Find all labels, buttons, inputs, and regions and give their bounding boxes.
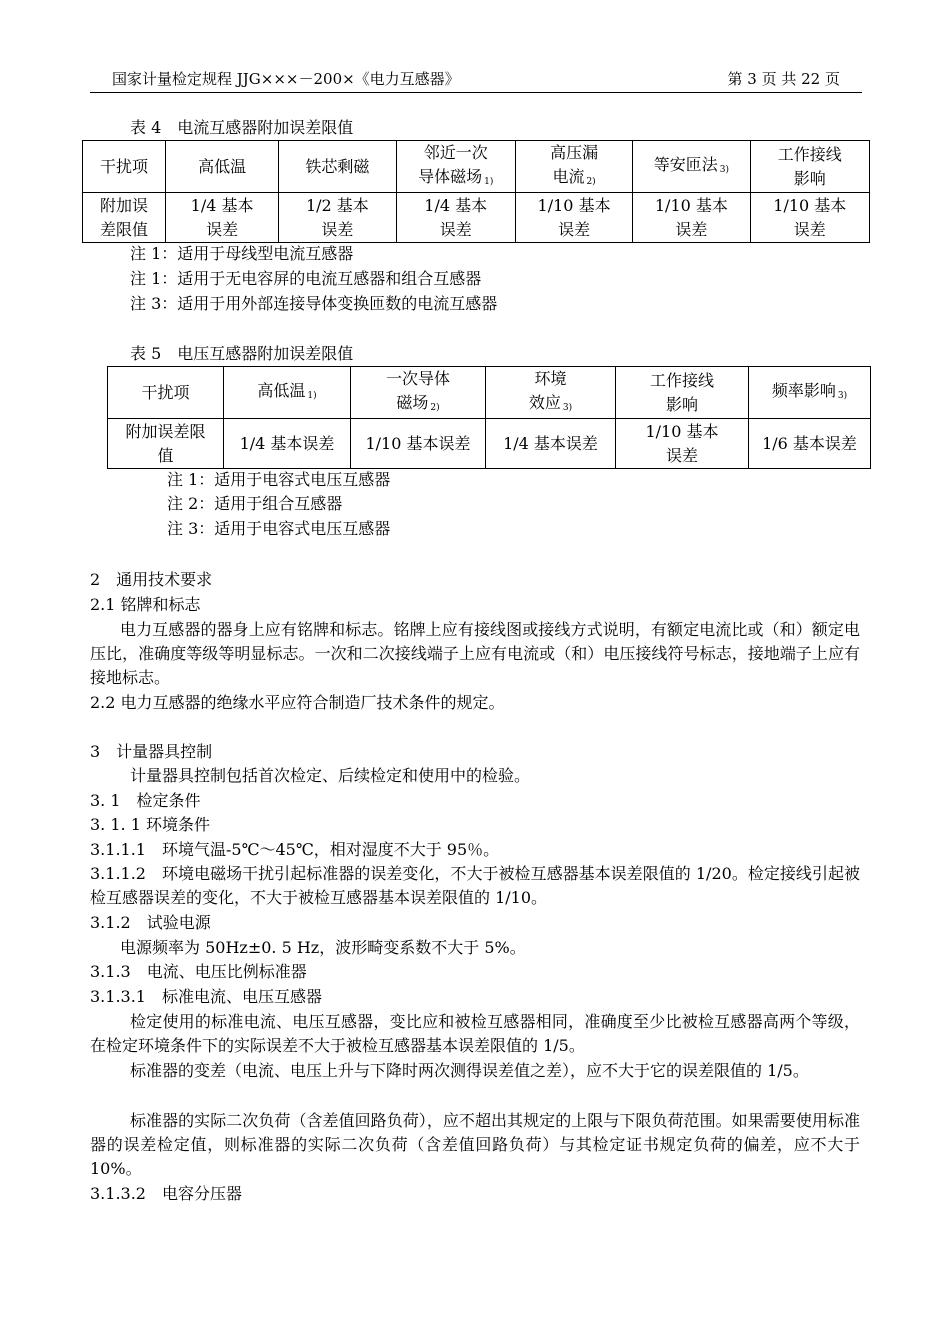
table4-value-cell-line: 1/10 基本: [537, 195, 611, 215]
table4-row-label: [83, 193, 166, 243]
table5-note-2: 注 2：适用于组合互感器: [167, 494, 343, 513]
table5-header-cell-line: 影响: [665, 394, 698, 414]
table5-header-cell-line: 效应: [528, 393, 561, 412]
table5-note-1: 注 1：适用于电容式电压互感器: [167, 470, 391, 489]
page-header: [90, 68, 862, 90]
table5-value-cell-line: 误差: [665, 445, 698, 465]
section-3-1-2-heading: 3.1.2 试验电源: [90, 913, 211, 932]
footnote-marker: 2): [586, 177, 596, 187]
table4-row-label-line: 附加误: [99, 195, 148, 215]
table5-value-cell: [616, 419, 749, 469]
section-3-text: 计量器具控制包括首次检定、后续检定和使用中的检验。: [130, 766, 531, 785]
table4-value-cell: [165, 193, 278, 243]
footnote-marker: 2): [430, 403, 440, 413]
table5-header-row: [108, 367, 871, 419]
table5-value-cell: [224, 419, 351, 469]
table4-header-cell-line: 干扰项: [99, 156, 148, 176]
footnote-marker: 3): [837, 391, 848, 401]
table5-caption: 表 5 电压互感器附加误差限值: [130, 344, 354, 363]
table4-header-cell-line: 邻近一次: [423, 143, 488, 162]
section-3-1-3-2-heading: 3.1.3.2 电容分压器: [90, 1184, 242, 1203]
section-2-heading: 2 通用技术要求: [90, 570, 213, 589]
table5-row-label-line: 附加误差限: [125, 421, 206, 441]
table5-value-cell-line: 1/4 基本误差: [503, 433, 598, 453]
table5-header-cell-line: 磁场: [396, 393, 429, 412]
section-2-1-text: 电力互感器的器身上应有铭牌和标志。铭牌上应有接线图或接线方式说明，有额定电流比或（和）额定电压比，准确度等级等明显标志。一次和二次接线端子上应有电流或（和）电压接线符号标志，接地端子上应有接地标志。: [90, 620, 860, 687]
section-3-1-1-2-text: 3.1.1.2 环境电磁场干扰引起标准器的误差变化，不大于被检互感器基本误差限值的 1/20。检定接线引起被检互感器误差的变化，不大于被检互感器基本误差限值的 1/10。: [90, 864, 860, 907]
header-title: 国家计量检定规程 JJG×××－200×《电力互感器》: [112, 70, 460, 88]
header-page-number: 第 3 页 共 22 页: [727, 70, 840, 88]
section-2-2-text: 2.2 电力互感器的绝缘水平应符合制造厂技术条件的规定。: [90, 693, 505, 712]
table5-value-cell: [486, 419, 616, 469]
table4-value-cell: [633, 193, 750, 243]
table4-header-cell: [165, 141, 278, 193]
table5-header-cell-line: 一次导体: [385, 369, 450, 388]
table4-header-cell-line: 影响: [793, 168, 826, 188]
section-3-1-3-1-para-1: 检定使用的标准电流、电压互感器，变比应和被检互感器相同，准确度至少比被检互感器高两个等级，在检定环境条件下的实际误差不大于被检互感器基本误差限值的 1/5。: [90, 1012, 860, 1055]
table5-header-cell-line: 干扰项: [141, 382, 190, 402]
table4-row-label-line: 差限值: [99, 219, 148, 239]
header-rule: [90, 92, 862, 93]
table4-header-cell: [750, 141, 869, 193]
table4-value-cell-line: 误差: [558, 219, 591, 239]
table5-value-row: [108, 419, 871, 469]
table4-value-cell: [279, 193, 396, 243]
table4-value-cell-line: 1/10 基本: [654, 195, 728, 215]
section-3-1-3-1-heading: 3.1.3.1 标准电流、电压互感器: [90, 987, 322, 1006]
table4-value-cell-line: 误差: [321, 219, 354, 239]
table4-value-cell: [750, 193, 869, 243]
section-3-1-heading: 3. 1 检定条件: [90, 791, 201, 810]
table5-header-cell: [486, 367, 616, 419]
table5-header-cell: [224, 367, 351, 419]
table5-header-cell: [108, 367, 224, 419]
section-3-1-1-heading: 3. 1. 1 环境条件: [90, 815, 210, 834]
table4-note-3: 注 3：适用于用外部连接导体变换匝数的电流互感器: [130, 294, 498, 313]
table4-header-cell-line: 高压漏: [550, 143, 599, 162]
table4-header-cell-line: 等安匝法: [653, 155, 718, 174]
section-3-1-3-1-para-3: 标准器的实际二次负荷（含差值回路负荷），应不超出其规定的上限与下限负荷范围。如果需要使用标准器的误差检定值，则标准器的实际二次负荷（含差值回路负荷）与其检定证书规定负荷的偏差，应不大于 10%。: [90, 1111, 860, 1178]
table4-value-cell-line: 1/10 基本: [773, 195, 847, 215]
table4-header-row: [83, 141, 870, 193]
table4-header-cell-line: 铁芯剩磁: [305, 156, 370, 176]
table4-value-cell-line: 1/2 基本: [305, 195, 369, 215]
section-3-heading: 3 计量器具控制: [90, 742, 213, 761]
table5-row-label: [108, 419, 224, 469]
table4-value-cell: [396, 193, 515, 243]
table5-header-cell: [616, 367, 749, 419]
table4-header-cell-line: 高低温: [198, 156, 247, 176]
table4-header-cell: [515, 141, 632, 193]
table4: [82, 140, 870, 243]
table4-header-cell: [633, 141, 750, 193]
section-3-1-2-text: 电源频率为 50Hz±0. 5 Hz，波形畸变系数不大于 5%。: [120, 938, 526, 957]
footnote-marker: 3): [719, 165, 730, 175]
table4-header-cell-line: 电流: [552, 167, 585, 186]
section-3-1-1-1-text: 3.1.1.1 环境气温-5℃～45℃，相对湿度不大于 95％。: [90, 840, 500, 859]
section-2-1-heading: 2.1 铭牌和标志: [90, 595, 201, 614]
table5-header-cell-line: 高低温: [257, 381, 306, 400]
table5-header-cell: [749, 367, 871, 419]
footnote-marker: 1): [484, 177, 494, 187]
table4-value-cell-line: 误差: [439, 219, 472, 239]
section-3-1-3-heading: 3.1.3 电流、电压比例标准器: [90, 962, 307, 981]
table4-header-cell: [83, 141, 166, 193]
table5-value-cell: [749, 419, 871, 469]
table5-header-cell-line: 环境: [534, 369, 567, 388]
table4-value-cell-line: 误差: [793, 219, 826, 239]
table4-caption: 表 4 电流互感器附加误差限值: [130, 118, 354, 137]
table5-value-cell: [351, 419, 486, 469]
table4-value-cell-line: 误差: [206, 219, 239, 239]
table5-value-cell-line: 1/4 基本误差: [239, 433, 335, 453]
table5: [107, 366, 871, 469]
section-3-1-3-1-para-2: 标准器的变差（电流、电压上升与下降时两次测得误差值之差），应不大于它的误差限值的 1/5。: [130, 1061, 809, 1080]
table4-value-cell: [515, 193, 632, 243]
table4-value-row: [83, 193, 870, 243]
table4-header-cell: [279, 141, 396, 193]
table4-header-cell: [396, 141, 515, 193]
table5-value-cell-line: 1/10 基本误差: [365, 433, 471, 453]
table4-note-2: 注 1：适用于无电容屏的电流互感器和组合互感器: [130, 269, 482, 288]
table4-value-cell-line: 误差: [675, 219, 708, 239]
table4-value-cell-line: 1/4 基本: [190, 195, 254, 215]
table5-value-cell-line: 1/10 基本: [645, 421, 719, 441]
table5-header-cell-line: 频率影响: [771, 381, 836, 400]
table4-header-cell-line: 导体磁场: [418, 167, 483, 186]
table5-row-label-line: 值: [157, 445, 174, 465]
table5-value-cell-line: 1/6 基本误差: [762, 433, 857, 453]
table4-header-cell-line: 工作接线: [777, 144, 842, 164]
footnote-marker: 1): [307, 391, 317, 401]
footnote-marker: 3): [562, 403, 573, 413]
table4-value-cell-line: 1/4 基本: [424, 195, 488, 215]
table5-header-cell-line: 工作接线: [649, 370, 714, 390]
table4-note-1: 注 1：适用于母线型电流互感器: [130, 244, 354, 263]
table5-header-cell: [351, 367, 486, 419]
table5-note-3: 注 3：适用于电容式电压互感器: [167, 519, 391, 538]
